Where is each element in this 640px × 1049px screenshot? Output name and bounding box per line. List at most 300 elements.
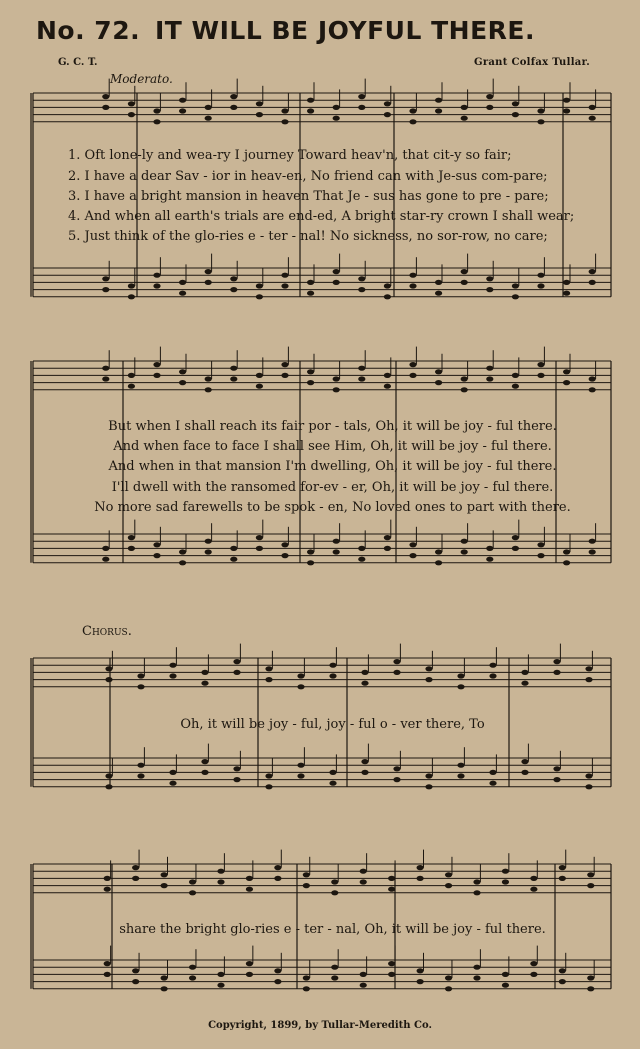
- notehead: [537, 283, 544, 288]
- notehead: [297, 773, 304, 778]
- notehead: [104, 887, 111, 892]
- notehead: [205, 539, 212, 544]
- notehead: [589, 105, 596, 110]
- notehead: [589, 269, 596, 274]
- notehead: [205, 376, 212, 381]
- notehead: [201, 670, 208, 675]
- notehead: [445, 872, 452, 877]
- notehead: [563, 291, 570, 296]
- notehead: [265, 784, 272, 789]
- notehead: [161, 883, 168, 888]
- notehead: [587, 986, 594, 991]
- notehead: [230, 546, 237, 551]
- notehead: [333, 376, 340, 381]
- notehead: [361, 670, 368, 675]
- notehead: [333, 105, 340, 110]
- notehead: [553, 659, 560, 664]
- notehead: [205, 269, 212, 274]
- notehead: [153, 553, 160, 558]
- notehead: [265, 677, 272, 682]
- notehead: [137, 773, 144, 778]
- notehead: [102, 276, 109, 281]
- notehead: [445, 986, 452, 991]
- notehead: [587, 883, 594, 888]
- notehead: [256, 535, 263, 540]
- notehead: [256, 294, 263, 299]
- notehead: [205, 116, 212, 121]
- notehead: [307, 560, 314, 565]
- notehead: [217, 983, 224, 988]
- notehead: [425, 784, 432, 789]
- notehead: [179, 291, 186, 296]
- notehead: [559, 979, 566, 984]
- notehead: [333, 549, 340, 554]
- notehead: [233, 777, 240, 782]
- notehead: [521, 681, 528, 686]
- notehead: [179, 280, 186, 285]
- notehead: [161, 975, 168, 980]
- notehead: [307, 280, 314, 285]
- notehead: [393, 777, 400, 782]
- notehead: [358, 287, 365, 292]
- notehead: [105, 773, 112, 778]
- notehead: [333, 387, 340, 392]
- notehead: [502, 869, 509, 874]
- notehead: [457, 673, 464, 678]
- hymn-number: No. 72.: [36, 16, 141, 45]
- notehead: [303, 975, 310, 980]
- notehead: [128, 283, 135, 288]
- notehead: [102, 376, 109, 381]
- notehead: [104, 972, 111, 977]
- notehead: [246, 972, 253, 977]
- notehead: [358, 376, 365, 381]
- verse-line: 3. I have a bright mansion in heaven That Je - sus has gone to pre - pare;: [68, 189, 549, 204]
- notehead: [537, 373, 544, 378]
- notehead: [489, 673, 496, 678]
- notehead: [587, 872, 594, 877]
- notehead: [409, 273, 416, 278]
- notehead: [435, 98, 442, 103]
- chorus-lyric-line: Oh, it will be joy - ful, joy - ful o - ver there, To: [180, 717, 485, 732]
- notehead: [461, 387, 468, 392]
- notehead: [425, 666, 432, 671]
- notehead: [393, 766, 400, 771]
- notehead: [512, 101, 519, 106]
- notehead: [457, 763, 464, 768]
- notehead: [512, 294, 519, 299]
- notehead: [230, 557, 237, 562]
- notehead: [589, 549, 596, 554]
- notehead: [553, 777, 560, 782]
- notehead: [331, 879, 338, 884]
- notehead: [153, 108, 160, 113]
- notehead: [512, 112, 519, 117]
- notehead: [307, 549, 314, 554]
- notehead: [274, 865, 281, 870]
- hymn-title: IT WILL BE JOYFUL THERE.: [155, 16, 535, 45]
- notehead: [384, 294, 391, 299]
- notehead: [329, 663, 336, 668]
- notehead: [105, 784, 112, 789]
- notehead: [102, 287, 109, 292]
- notehead: [128, 294, 135, 299]
- verse-line: 2. I have a dear Sav - ior in heav-en, No friend can with Je-sus com-pare;: [68, 169, 548, 184]
- notehead: [256, 373, 263, 378]
- notehead: [179, 549, 186, 554]
- notehead: [189, 965, 196, 970]
- notehead: [297, 763, 304, 768]
- notehead: [537, 119, 544, 124]
- tempo-marking: Moderato.: [110, 72, 173, 86]
- notehead: [137, 684, 144, 689]
- notehead: [530, 887, 537, 892]
- notehead: [179, 560, 186, 565]
- notehead: [132, 968, 139, 973]
- notehead: [425, 773, 432, 778]
- chorus-label: Chorus.: [82, 624, 132, 639]
- notehead: [153, 273, 160, 278]
- notehead: [128, 535, 135, 540]
- notehead: [537, 542, 544, 547]
- verse-line: 5. Just think of the glo-ries e - ter - nal! No sickness, no sor-row, no care;: [68, 229, 548, 244]
- notehead: [246, 961, 253, 966]
- notehead: [104, 961, 111, 966]
- notehead: [230, 276, 237, 281]
- notehead: [281, 108, 288, 113]
- notehead: [233, 766, 240, 771]
- notehead: [537, 108, 544, 113]
- notehead: [512, 373, 519, 378]
- notehead: [502, 972, 509, 977]
- notehead: [512, 535, 519, 540]
- notehead: [169, 663, 176, 668]
- notehead: [205, 549, 212, 554]
- notehead: [102, 546, 109, 551]
- notehead: [281, 553, 288, 558]
- notehead: [303, 883, 310, 888]
- notehead: [307, 291, 314, 296]
- notehead: [333, 280, 340, 285]
- notehead: [329, 673, 336, 678]
- notehead: [461, 539, 468, 544]
- notehead: [417, 979, 424, 984]
- notehead: [233, 670, 240, 675]
- notehead: [530, 876, 537, 881]
- copyright-notice: Copyright, 1899, by Tullar-Meredith Co.: [208, 1020, 432, 1031]
- chorus-lyric-line: share the bright glo-ries e - ter - nal, Oh, it will be joy - ful there.: [119, 922, 546, 937]
- notehead: [435, 369, 442, 374]
- notehead: [585, 784, 592, 789]
- notehead: [486, 376, 493, 381]
- notehead: [265, 773, 272, 778]
- notehead: [445, 975, 452, 980]
- notehead: [563, 98, 570, 103]
- verse-line: No more sad farewells to be spok - en, No loved ones to part with there.: [94, 500, 571, 515]
- notehead: [393, 670, 400, 675]
- notehead: [417, 968, 424, 973]
- notehead: [585, 677, 592, 682]
- verse-line: 4. And when all earth's trials are end-ed, A bright star-ry crown I shall wear;: [68, 209, 575, 224]
- notehead: [435, 108, 442, 113]
- notehead: [461, 116, 468, 121]
- notehead: [384, 384, 391, 389]
- notehead: [230, 287, 237, 292]
- notehead: [585, 773, 592, 778]
- notehead: [281, 273, 288, 278]
- notehead: [388, 887, 395, 892]
- notehead: [435, 280, 442, 285]
- notehead: [358, 276, 365, 281]
- notehead: [274, 968, 281, 973]
- notehead: [589, 116, 596, 121]
- notehead: [201, 681, 208, 686]
- notehead: [486, 94, 493, 99]
- notehead: [105, 666, 112, 671]
- notehead: [388, 972, 395, 977]
- notehead: [435, 291, 442, 296]
- notehead: [358, 546, 365, 551]
- notehead: [205, 387, 212, 392]
- notehead: [179, 369, 186, 374]
- notehead: [161, 986, 168, 991]
- notehead: [587, 975, 594, 980]
- notehead: [409, 542, 416, 547]
- notehead: [409, 108, 416, 113]
- notehead: [473, 879, 480, 884]
- verse-line: And when in that mansion I'm dwelling, Oh, it will be joy - ful there.: [108, 459, 557, 474]
- notehead: [189, 975, 196, 980]
- notehead: [230, 376, 237, 381]
- notehead: [537, 553, 544, 558]
- verse-line: 1. Oft lone-ly and wea-ry I journey Toward heav'n, that cit-y so fair;: [68, 148, 512, 163]
- notehead: [246, 887, 253, 892]
- notehead: [153, 119, 160, 124]
- notehead: [361, 759, 368, 764]
- notehead: [489, 770, 496, 775]
- notehead: [358, 94, 365, 99]
- notehead: [265, 666, 272, 671]
- lyricist-initials: G. C. T.: [58, 57, 98, 68]
- notehead: [409, 373, 416, 378]
- notehead: [473, 965, 480, 970]
- notehead: [102, 366, 109, 371]
- notehead: [461, 549, 468, 554]
- notehead: [563, 369, 570, 374]
- notehead: [307, 98, 314, 103]
- notehead: [329, 770, 336, 775]
- notehead: [521, 759, 528, 764]
- notehead: [512, 283, 519, 288]
- notehead: [537, 362, 544, 367]
- notehead: [161, 872, 168, 877]
- notehead: [486, 287, 493, 292]
- notehead: [361, 770, 368, 775]
- notehead: [104, 876, 111, 881]
- notehead: [331, 890, 338, 895]
- notehead: [553, 766, 560, 771]
- notehead: [502, 983, 509, 988]
- notehead: [457, 684, 464, 689]
- notehead: [360, 869, 367, 874]
- notehead: [281, 119, 288, 124]
- notehead: [217, 869, 224, 874]
- notehead: [256, 112, 263, 117]
- notehead: [486, 546, 493, 551]
- notehead: [179, 98, 186, 103]
- notehead: [307, 369, 314, 374]
- notehead: [384, 283, 391, 288]
- notehead: [589, 280, 596, 285]
- notehead: [256, 101, 263, 106]
- notehead: [333, 539, 340, 544]
- verse-line: But when I shall reach its fair por - tals, Oh, it will be joy - ful there.: [108, 419, 557, 434]
- notehead: [246, 876, 253, 881]
- notehead: [563, 380, 570, 385]
- notehead: [274, 876, 281, 881]
- notehead: [589, 387, 596, 392]
- notehead: [128, 546, 135, 551]
- notehead: [303, 872, 310, 877]
- notehead: [360, 879, 367, 884]
- notehead: [384, 535, 391, 540]
- notehead: [360, 983, 367, 988]
- notehead: [457, 773, 464, 778]
- notehead: [128, 101, 135, 106]
- notehead: [153, 542, 160, 547]
- notehead: [361, 681, 368, 686]
- notehead: [563, 549, 570, 554]
- notehead: [512, 546, 519, 551]
- notehead: [102, 557, 109, 562]
- notehead: [333, 269, 340, 274]
- notehead: [217, 972, 224, 977]
- notehead: [489, 781, 496, 786]
- notehead: [205, 105, 212, 110]
- verse-line: And when face to face I shall see Him, Oh, it will be joy - ful there.: [113, 439, 552, 454]
- notehead: [201, 770, 208, 775]
- notehead: [486, 105, 493, 110]
- notehead: [128, 112, 135, 117]
- notehead: [132, 876, 139, 881]
- notehead: [512, 384, 519, 389]
- notehead: [153, 283, 160, 288]
- notehead: [486, 366, 493, 371]
- notehead: [132, 865, 139, 870]
- notehead: [128, 373, 135, 378]
- notehead: [585, 666, 592, 671]
- notehead: [331, 965, 338, 970]
- notehead: [307, 108, 314, 113]
- notehead: [128, 384, 135, 389]
- notehead: [102, 105, 109, 110]
- notehead: [189, 879, 196, 884]
- notehead: [153, 362, 160, 367]
- notehead: [388, 961, 395, 966]
- notehead: [473, 890, 480, 895]
- notehead: [230, 366, 237, 371]
- notehead: [256, 546, 263, 551]
- notehead: [230, 105, 237, 110]
- notehead: [256, 283, 263, 288]
- notehead: [281, 362, 288, 367]
- notehead: [281, 542, 288, 547]
- notehead: [153, 373, 160, 378]
- notehead: [281, 373, 288, 378]
- notehead: [189, 890, 196, 895]
- notehead: [521, 770, 528, 775]
- notehead: [329, 781, 336, 786]
- notehead: [388, 876, 395, 881]
- notehead: [559, 876, 566, 881]
- notehead: [563, 560, 570, 565]
- notehead: [461, 105, 468, 110]
- notehead: [502, 879, 509, 884]
- notehead: [169, 770, 176, 775]
- notehead: [530, 972, 537, 977]
- notehead: [384, 373, 391, 378]
- notehead: [217, 879, 224, 884]
- notehead: [169, 781, 176, 786]
- notehead: [303, 986, 310, 991]
- notehead: [461, 376, 468, 381]
- notehead: [530, 961, 537, 966]
- notehead: [473, 975, 480, 980]
- notehead: [132, 979, 139, 984]
- notehead: [384, 112, 391, 117]
- notehead: [435, 549, 442, 554]
- notehead: [358, 105, 365, 110]
- notehead: [105, 677, 112, 682]
- notehead: [553, 670, 560, 675]
- notehead: [461, 269, 468, 274]
- notehead: [179, 380, 186, 385]
- notehead: [486, 557, 493, 562]
- notehead: [331, 975, 338, 980]
- notehead: [461, 280, 468, 285]
- notehead: [384, 546, 391, 551]
- notehead: [445, 883, 452, 888]
- notehead: [486, 276, 493, 281]
- composer-name: Grant Colfax Tullar.: [473, 57, 590, 68]
- notehead: [256, 384, 263, 389]
- notehead: [358, 557, 365, 562]
- notehead: [179, 108, 186, 113]
- notehead: [201, 759, 208, 764]
- verse-line: I'll dwell with the ransomed for-ev - er, Oh, it will be joy - ful there.: [111, 480, 554, 495]
- notehead: [559, 865, 566, 870]
- notehead: [559, 968, 566, 973]
- notehead: [409, 553, 416, 558]
- notehead: [307, 380, 314, 385]
- notehead: [360, 972, 367, 977]
- notehead: [205, 280, 212, 285]
- notehead: [137, 673, 144, 678]
- notehead: [417, 865, 424, 870]
- notehead: [417, 876, 424, 881]
- notehead: [230, 94, 237, 99]
- notehead: [537, 273, 544, 278]
- notehead: [102, 94, 109, 99]
- notehead: [169, 673, 176, 678]
- notehead: [435, 560, 442, 565]
- notehead: [589, 539, 596, 544]
- notehead: [233, 659, 240, 664]
- notehead: [333, 116, 340, 121]
- notehead: [297, 684, 304, 689]
- notehead: [589, 376, 596, 381]
- notehead: [435, 380, 442, 385]
